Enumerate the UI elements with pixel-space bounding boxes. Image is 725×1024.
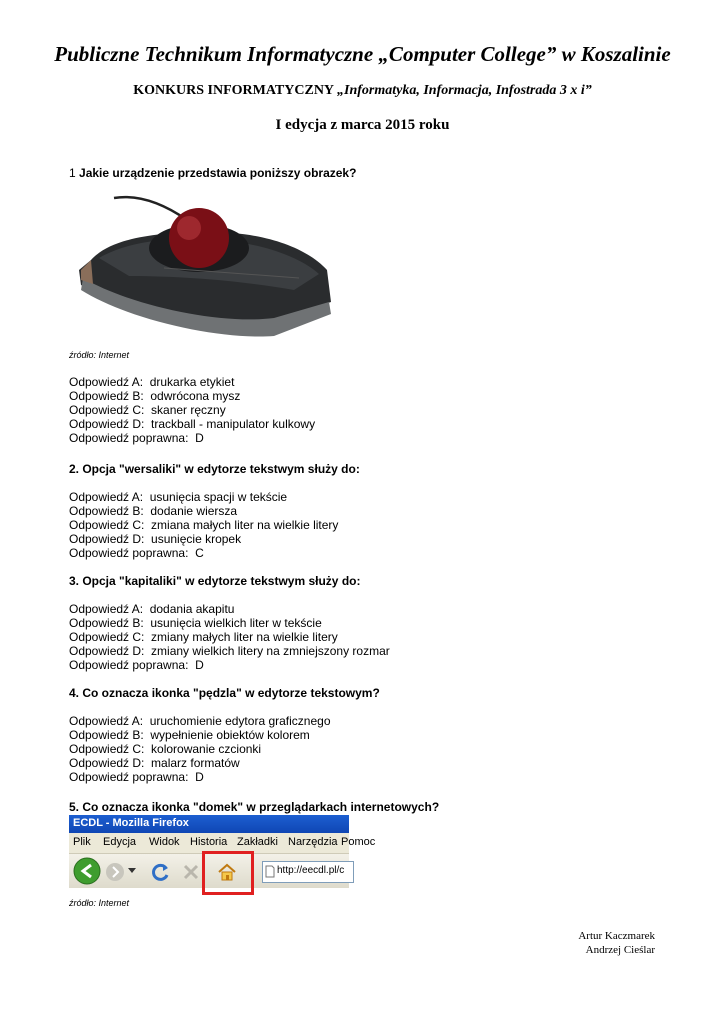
answer-c: Odpowiedź C: zmiana małych liter na wielkie litery bbox=[69, 518, 339, 532]
menu-item-narzedzia: Narzędzia bbox=[288, 836, 338, 848]
answer-correct: Odpowiedź poprawna: D bbox=[69, 770, 204, 784]
answer-b: Odpowiedź B: usunięcia wielkich liter w tekście bbox=[69, 616, 322, 630]
back-arrow-icon bbox=[71, 857, 107, 885]
question-1-number: 1 bbox=[69, 166, 80, 180]
question-1-text: Jakie urządzenie przedstawia poniższy obrazek? bbox=[79, 166, 357, 180]
firefox-screenshot bbox=[69, 815, 376, 888]
answers-q3 bbox=[69, 602, 390, 672]
answer-c: Odpowiedź C: kolorowanie czcionki bbox=[69, 742, 262, 756]
subtitle-italic: „Informatyka, Informacja, Infostrada 3 x i” bbox=[337, 83, 592, 98]
answer-a: Odpowiedź A: usunięcia spacji w tekście bbox=[69, 490, 288, 504]
answer-correct: Odpowiedź poprawna: C bbox=[69, 546, 204, 560]
home-icon-highlight bbox=[202, 851, 254, 895]
forward-arrow-icon bbox=[105, 862, 127, 882]
answers-q2 bbox=[69, 490, 338, 560]
reload-icon bbox=[151, 862, 171, 882]
menu-item-historia: Historia bbox=[190, 836, 228, 848]
menu-item-zakladki: Zakładki bbox=[237, 836, 278, 848]
answer-correct: Odpowiedź poprawna: D bbox=[69, 658, 204, 672]
answer-c: Odpowiedź C: skaner ręczny bbox=[69, 403, 226, 417]
answer-a: Odpowiedź A: dodania akapitu bbox=[69, 602, 235, 616]
answer-d: Odpowiedź D: malarz formatów bbox=[69, 756, 240, 770]
author-2: Andrzej Cieślar bbox=[585, 944, 655, 956]
answer-c: Odpowiedź C: zmiany małych liter na wielkie litery bbox=[69, 630, 338, 644]
menu-item-widok: Widok bbox=[149, 836, 180, 848]
menu-item-edycja: Edycja bbox=[103, 836, 137, 848]
answer-correct: Odpowiedź poprawna: D bbox=[69, 431, 204, 445]
question-3: 3. Opcja "kapitaliki" w edytorze tekstwym służy do: bbox=[69, 574, 361, 588]
address-bar bbox=[262, 861, 354, 883]
answer-b: Odpowiedź B: odwrócona mysz bbox=[69, 389, 241, 403]
menu-item-pomoc: Pomoc bbox=[341, 836, 376, 848]
trackball-image bbox=[69, 190, 344, 345]
answer-d: Odpowiedź D: usunięcie kropek bbox=[69, 532, 242, 546]
question-4: 4. Co oznacza ikonka "pędzla" w edytorze tekstowym? bbox=[69, 686, 380, 700]
contest-subtitle bbox=[0, 83, 725, 99]
subtitle-prefix: KONKURS INFORMATYCZNY bbox=[133, 83, 338, 98]
firefox-window-title: ECDL - Mozilla Firefox bbox=[73, 817, 189, 829]
answer-a: Odpowiedź A: drukarka etykiet bbox=[69, 375, 235, 389]
question-1 bbox=[69, 166, 356, 180]
stop-icon bbox=[182, 863, 200, 881]
image-source-1: źródło: Internet bbox=[69, 350, 130, 360]
edition-line: I edycja z marca 2015 roku bbox=[275, 117, 450, 133]
document-title: Publiczne Technikum Informatyczne „Computer College” w Koszalinie bbox=[54, 42, 671, 66]
history-dropdown-icon bbox=[127, 867, 137, 875]
image-source-2: źródło: Internet bbox=[69, 898, 130, 908]
answer-a: Odpowiedź A: uruchomienie edytora graficznego bbox=[69, 714, 331, 728]
question-5: 5. Co oznacza ikonka "domek" w przeglądarkach internetowych? bbox=[69, 800, 440, 814]
answer-d: Odpowiedź D: trackball - manipulator kulkowy bbox=[69, 417, 316, 431]
answer-b: Odpowiedź B: wypełnienie obiektów kolorem bbox=[69, 728, 310, 742]
question-2: 2. Opcja "wersaliki" w edytorze tekstwym służy do: bbox=[69, 462, 360, 476]
firefox-titlebar bbox=[69, 815, 349, 833]
answer-b: Odpowiedź B: dodanie wiersza bbox=[69, 504, 238, 518]
answers-q1 bbox=[69, 375, 315, 445]
page-icon bbox=[265, 865, 275, 878]
answers-q4 bbox=[69, 714, 331, 784]
author-1: Artur Kaczmarek bbox=[578, 930, 655, 942]
menu-item-plik: Plik bbox=[73, 836, 91, 848]
answer-d: Odpowiedź D: zmiany wielkich litery na zmniejszony rozmar bbox=[69, 644, 390, 658]
address-url: http://eecdl.pl/c bbox=[277, 865, 345, 876]
